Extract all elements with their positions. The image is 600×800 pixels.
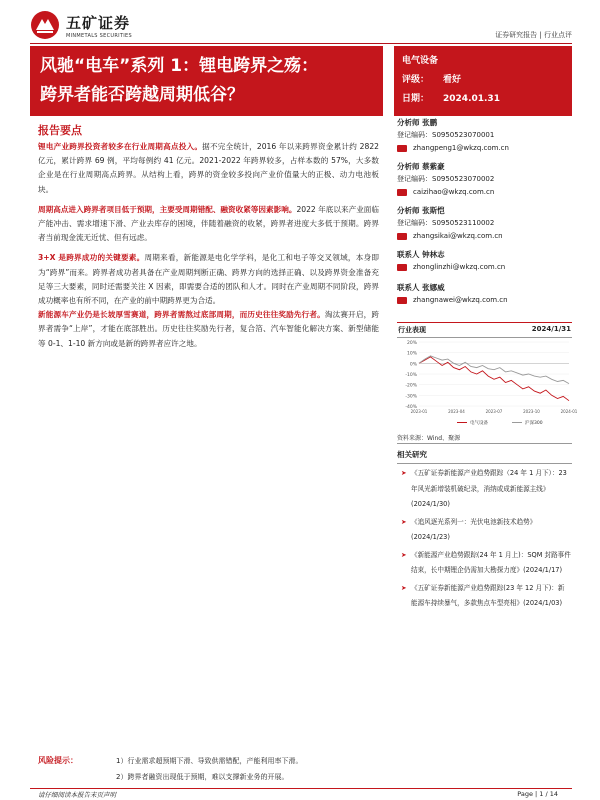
contact-card [397,249,572,274]
report-type: 证券研究报告 | 行业点评 [495,31,572,39]
x-tick-label: 2023-04 [448,409,465,414]
chart-divider [397,443,572,444]
mail-icon [397,145,407,152]
related-item-text: 《五矿证券新能源产业趋势跟踪（24 年 1 月下）：23 年风光新增装机破纪录，消纳或成新能源主线》(2024/1/30) [411,469,567,508]
analyst-name: 分析师 张斯恺 [397,206,445,215]
y-tick-label: 0% [409,362,417,368]
chart-date: 2024/1/31 [531,325,571,333]
x-tick-label: 2024-01 [560,409,578,414]
title-banner [30,46,383,116]
date-label: 日期： [402,94,430,104]
analyst-email[interactable]: zhangsikai@wkzq.com.cn [413,232,503,240]
analyst-email[interactable]: caizihao@wkzq.com.cn [413,188,495,196]
paragraph-1-highlight: 锂电产业跨界投资者较多在行业周期高点投入。 [38,142,203,151]
logo-en: MINMETALS SECURITIES [66,32,132,39]
paragraph-3-text: 周期来看，新能源是电化学学科，是化工和电子等交叉领域，本身即为“跨界”而来。跨界者成功者具备在产业周期判断正确、跨界方向的选择正确、以及跨界资金准备充足等三大要素，同时还需要关注 X 因素，即需要合适的团队和人才。同时在产业周期不同阶段，跨界成功概率也有所不同，在产业的前中期跨界更为合适。 [38,253,379,306]
summary-body [38,140,379,351]
logo-cn: 五矿证券 [66,13,131,32]
footer-divider [30,788,572,789]
mail-icon [397,233,407,240]
arrow-icon: ➤ [401,550,407,559]
related-item-text: 《追风逐光系列一：光伏电池新技术趋势》(2024/1/23) [411,517,537,541]
legend-label: 沪深300 [525,421,543,426]
analyst-name: 分析师 张鹏 [397,118,438,127]
paragraph-3-highlight: 3+X 是跨界成功的关键要素。 [38,253,145,263]
related-item[interactable] [401,548,571,579]
paragraph-4-highlight: 新能源车产业仍是长坡厚雪赛道，跨界者需熬过底部周期，而历史往往奖励先行者。 [38,310,325,320]
x-tick-label: 2023-01 [410,409,428,414]
header-divider [30,43,572,44]
date-value: 2024.01.31 [443,94,500,104]
minmetals-logo-icon [30,10,60,40]
legend-label: 电气设备 [470,421,488,426]
rating-label: 评级： [402,75,430,85]
meta-panel [394,46,572,116]
related-item[interactable] [401,515,571,546]
paragraph-1 [38,140,379,197]
related-item-text: 《新能源产业趋势跟踪(24 年 1 月上)：SQM 封路事件结束，长中期锂企仍需加大勘探力度》(2024/1/17) [411,550,571,574]
analyst-card [397,205,572,243]
risk-label: 风险提示： [38,756,78,765]
paragraph-2 [38,203,379,246]
arrow-icon: ➤ [401,469,407,477]
analyst-reg: 登记编码：S0950523110002 [397,219,495,227]
contact-name: 联系人 钟林志 [397,250,445,259]
risk-item: 2）跨界者融资出现低于预期，难以支撑新业务的开展。 [116,773,289,781]
analyst-card [397,161,572,199]
related-item-text: 《五矿证券新能源产业趋势跟踪(23 年 12 月下)：新能源车持续暴气，多款焦点车型亮相》(2024/1/03) [411,583,565,607]
contact-email[interactable]: zhangnawei@wkzq.com.cn [413,296,508,304]
page-number: Page | 1 / 14 [517,790,558,798]
x-tick-label: 2023-10 [523,409,540,414]
related-list [401,466,571,614]
contact-email[interactable]: zhonglinzhi@wkzq.com.cn [413,263,506,271]
paragraph-2-text: 2022 年底以来产业面临产能冲击、需求增速下滑、产业去库存的困境，伴随着融资的收紧，跨界者进度大多低于预期。跨界者当前现金流无近忧、但有远虑。 [38,204,379,243]
rating-value: 看好 [443,75,462,85]
y-tick-label: -10% [405,373,417,378]
analyst-name: 分析师 蔡紫豪 [397,162,445,171]
risk-item: 1）行业需求超预期下滑、导致供需错配，产能利用率下滑。 [116,757,303,765]
paragraph-4 [38,308,379,351]
footer-disclaimer[interactable]: 请仔细阅读本报告末页声明 [38,791,116,799]
x-tick-label: 2023-07 [485,409,503,414]
y-tick-label: -30% [405,394,417,400]
paragraph-3 [38,251,379,308]
logo [30,10,132,40]
related-title: 相关研究 [397,449,572,464]
analyst-email[interactable]: zhangpeng1@wkzq.com.cn [413,144,509,152]
related-item[interactable] [401,581,571,612]
analyst-card [397,117,572,155]
mail-icon [397,297,407,304]
paragraph-1-text: 据不完全统计，2016 年以来跨界资金累计约 2822 亿元，累计跨界 69 例，平均每例约 41 亿元。2021-2022 年跨界较多，占样本数的 57%，大多数企业是在行业周期高点跨界。从结构上看，跨界的资金较多投向产业价值量大的正极、动力电池板块。 [38,142,379,194]
y-tick-label: 20% [406,341,417,346]
related-item[interactable] [401,466,571,513]
section-title: 报告要点 [38,124,82,137]
mail-icon [397,264,407,271]
contact-name: 联系人 张娜威 [397,283,445,292]
paragraph-4-text: 淘汰赛开启，跨界者需争“上岸”，才能在底部胜出。历史往往奖励先行者，复合箔、汽车智能化解决方案、新型储能等 0-1、1-10 新方向或是新的跨界者应许之地。 [38,310,380,348]
y-tick-label: 10% [406,351,417,357]
analyst-reg: 登记编码：S0950523070002 [397,175,495,183]
arrow-icon: ➤ [401,583,407,592]
mail-icon [397,189,407,196]
chart-source: 资料来源：Wind、聚源 [397,435,461,442]
y-tick-label: -40% [405,405,417,410]
y-tick-label: -20% [405,383,417,389]
paragraph-2-highlight: 周期高点进入跨界者项目低于预期，主要受周期错配、融资收紧等因素影响。 [38,204,297,214]
industry: 电气设备 [402,56,439,66]
contact-card [397,282,572,307]
analyst-list [397,117,572,315]
title-line-2: 跨界者能否跨越周期低谷？ [40,85,244,105]
performance-chart [397,336,578,431]
title-line-1: 风驰“电车”系列 1：锂电跨界之殇： [40,56,319,76]
chart-title: 行业表现 [398,326,426,334]
arrow-icon: ➤ [401,517,407,526]
analyst-reg: 登记编码：S0950523070001 [397,131,495,139]
